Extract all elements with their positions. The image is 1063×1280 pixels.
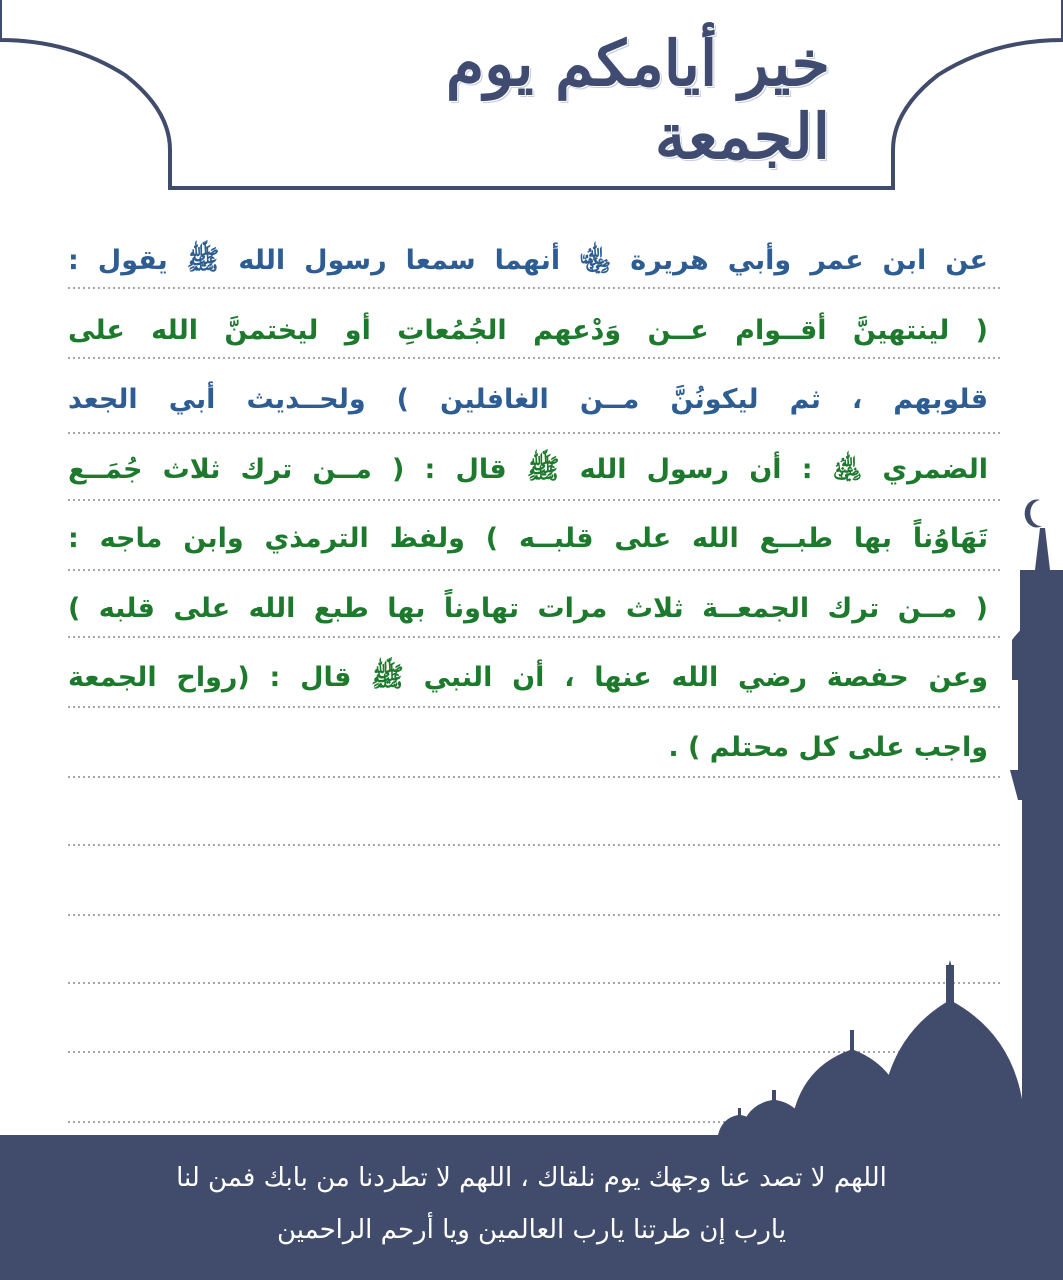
footer-prayer-line: يارب إن طرتنا يارب العالمين ويا أرحم الراحمين (276, 1215, 787, 1245)
footer-banner (0, 1135, 1063, 1280)
hadith-line: وعن حفصة رضي الله عنها ، أن النبي ﷺ قال : (رواح الجمعة (68, 662, 988, 693)
footer-prayer-line: اللهم لا تصد عنا وجهك يوم نلقاك ، اللهم لا تطردنا من بابك فمن لنا (176, 1163, 887, 1193)
hadith-line: الضمري ﵁ : أن رسول الله ﷺ قال : ( مــن ترك ثلاث جُمَــع (68, 453, 988, 485)
hadith-line: ( مــن ترك الجمعــة ثلاث مرات تهاوناً بها طبع الله على قلبه ) (68, 592, 988, 624)
hadith-line: ( لينتهينَّ أقــوام عــن وَدْعهم الجُمُعاتِ أو ليختمنَّ الله على (68, 314, 988, 346)
hadith-line: قلوبهم ، ثم ليكونُنَّ مــن الغافلين ) ولحــديث أبي الجعد (68, 384, 988, 415)
title-text: خير أيامكم يوم الجمعة (445, 27, 830, 173)
hadith-line: واجب على كل محتلم ) . (668, 731, 988, 763)
hadith-line: تَهَاوُناً بها طبــع الله على قلبــه ) ولفظ الترمذي وابن ماجه : (68, 523, 988, 554)
hadith-line: عن ابن عمر وأبي هريرة ﵄ أنهما سمعا رسول الله ﷺ يقول : (68, 245, 988, 276)
